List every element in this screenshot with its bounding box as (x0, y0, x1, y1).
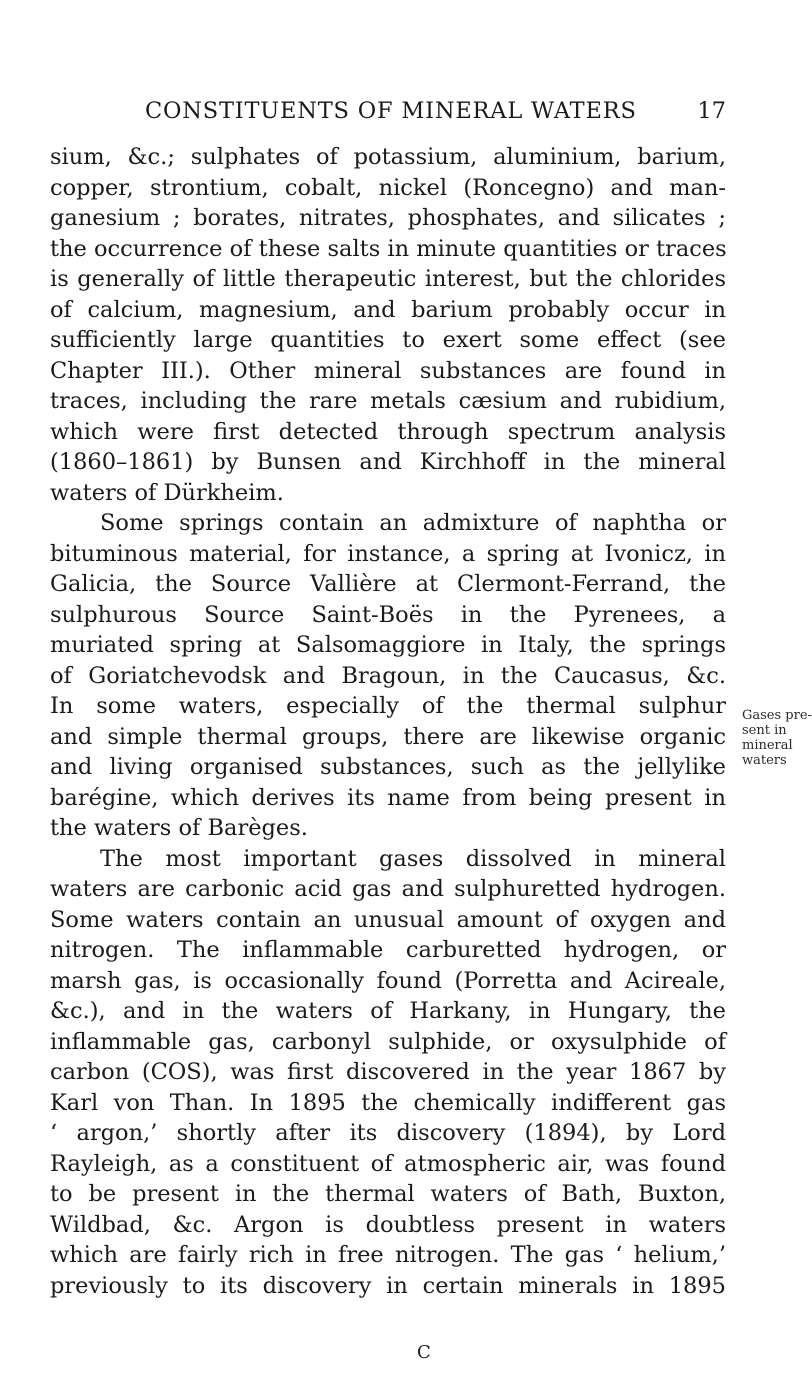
text-line: Some springs contain an admixture of naphtha or (100, 510, 726, 536)
text-line: to be present in the thermal waters of Bath, Buxton, (50, 1181, 726, 1207)
text-line: Galicia, the Source Vallière at Clermont-Ferrand, the (50, 571, 726, 597)
text-line: waters of Dürkheim. (50, 479, 284, 506)
margin-note-line: mineral (742, 738, 793, 753)
signature-mark: C (417, 1342, 431, 1363)
text-line: sium, &c.; sulphates of potassium, aluminium, barium, (50, 144, 726, 170)
text-line: Chapter III.). Other mineral substances are found in (50, 357, 726, 384)
running-head (50, 96, 726, 126)
text-line: sufficiently large quantities to exert some effect (see (50, 327, 726, 353)
margin-note-line: Gases pre- (742, 708, 812, 723)
margin-note-line: waters (742, 753, 787, 768)
text-line: the waters of Barèges. (50, 815, 308, 841)
text-line: inflammable gas, carbonyl sulphide, or oxysulphide of (50, 1028, 726, 1055)
text-line: Wildbad, &c. Argon is doubtless present in waters (50, 1211, 726, 1238)
text-line: nitrogen. The inflammable carburetted hydrogen, or (50, 937, 726, 963)
text-line: of calcium, magnesium, and barium probably occur in (50, 296, 726, 323)
margin-note-line: sent in (742, 723, 787, 738)
text-line: previously to its discovery in certain minerals in 1895 (50, 1272, 726, 1299)
text-line: Some waters contain an unusual amount of oxygen and (50, 906, 726, 933)
text-line: which are fairly rich in free nitrogen. The gas ‘ helium,’ (50, 1242, 726, 1268)
text-line: the occurrence of these salts in minute quantities or traces (50, 235, 727, 262)
text-line: marsh gas, is occasionally found (Porretta and Acireale, (50, 967, 726, 994)
text-line: copper, strontium, cobalt, nickel (Roncegno) and man- (50, 174, 726, 201)
text-line: and simple thermal groups, there are likewise organic (50, 723, 726, 750)
text-line: muriated spring at Salsomaggiore in Italy, the springs (50, 632, 726, 658)
body-text (50, 142, 726, 1301)
text-line: ganesium ; borates, nitrates, phosphates, and silicates ; (50, 205, 726, 231)
text-line: (1860–1861) by Bunsen and Kirchhoff in the mineral (50, 449, 726, 475)
text-line: sulphurous Source Saint-Boës in the Pyrenees, a (50, 601, 726, 628)
text-line: carbon (COS), was first discovered in the year 1867 by (50, 1059, 726, 1085)
text-line: is generally of little therapeutic interest, but the chlorides (50, 266, 726, 292)
margin-note (742, 708, 812, 768)
text-line: In some waters, especially of the thermal sulphur (50, 693, 726, 719)
text-line: traces, including the rare metals cæsium and rubidium, (50, 388, 726, 414)
text-line: waters are carbonic acid gas and sulphuretted hydrogen. (50, 876, 726, 902)
text-line: &c.), and in the waters of Harkany, in Hungary, the (50, 998, 726, 1024)
text-line: and living organised substances, such as the jellylike (50, 754, 726, 780)
text-line: of Goriatchevodsk and Bragoun, in the Caucasus, &c. (50, 662, 726, 689)
text-line: which were first detected through spectrum analysis (50, 418, 726, 445)
text-line: Rayleigh, as a constituent of atmospheric air, was found (50, 1150, 726, 1177)
text-line: barégine, which derives its name from being present in (50, 784, 726, 811)
text-line: ‘ argon,’ shortly after its discovery (1894), by Lord (50, 1120, 726, 1146)
text-line: The most important gases dissolved in mineral (100, 845, 726, 872)
text-line: Karl von Than. In 1895 the chemically indifferent gas (50, 1089, 726, 1116)
text-line: bituminous material, for instance, a spring at Ivonicz, in (50, 540, 726, 567)
page-number: 17 (697, 98, 726, 124)
running-title: CONSTITUENTS OF MINERAL WATERS (145, 98, 637, 124)
